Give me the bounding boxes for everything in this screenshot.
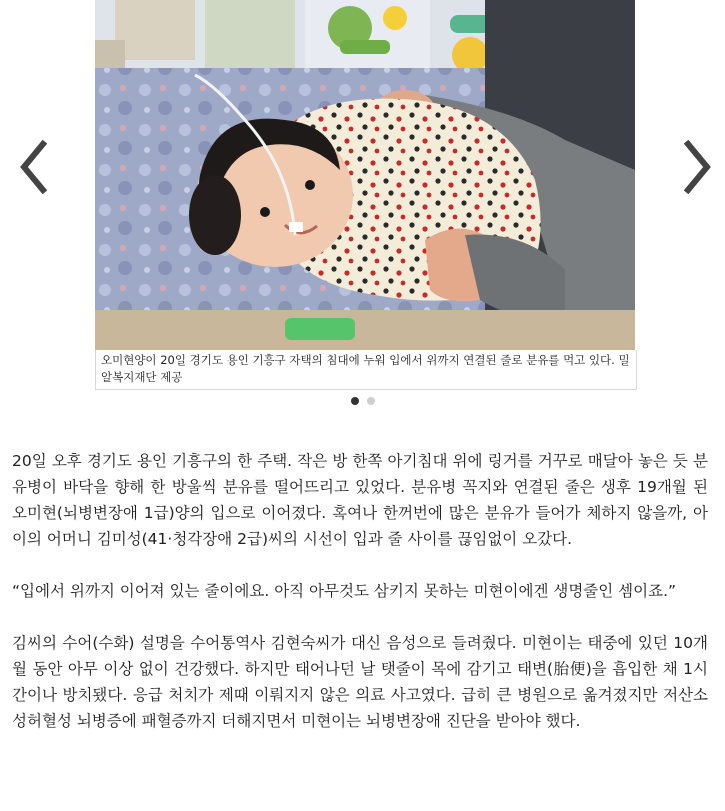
article-paragraph: 김씨의 수어(수화) 설명을 수어통역사 김현숙씨가 대신 음성으로 들려줬다. 미현이는 태중에 있던 10개월 동안 아무 이상 없이 건강했다. 하지만 태어나던 날 탯줄이 목에 감기고 태변(胎便)을 흡입한 채 1시간이나 방치됐다. 응급 처치가 제때 이뤄지지 않은 의료 사고였다. 급히 큰 병원으로 옮겨졌지만 저산소성허혈성 뇌병증에 패혈증까지 더해지면서 미현이는 뇌병변장애 진단을 받아야 했다. xyxy=(12,634,708,730)
article-paragraph: “입에서 위까지 이어져 있는 줄이에요. 아직 아무것도 삼키지 못하는 미현이에겐 생명줄인 셈이죠.” xyxy=(12,582,677,600)
next-photo-button[interactable] xyxy=(680,140,714,194)
photo-illustration xyxy=(95,0,635,350)
article-paragraph: 20일 오후 경기도 용인 기흥구의 한 주택. 작은 방 한쪽 아기침대 위에 링거를 거꾸로 매달아 놓은 듯 분유병이 바닥을 향해 한 방울씩 분유를 떨어뜨리고 있었다. 분유병 꼭지와 연결된 줄은 생후 19개월 된 오미현(뇌병변장애 1급)양의 입으로 이어졌다. 혹여나 한꺼번에 많은 분유가 들어가 체하지 않을까, 아이의 어머니 김미성(41·청각장애 2급)씨의 시선이 입과 줄 사이를 끊임없이 오갔다. xyxy=(12,452,708,548)
article-body xyxy=(12,448,708,760)
prev-photo-button[interactable] xyxy=(17,140,51,194)
chevron-right-icon xyxy=(680,140,714,194)
pagination-dot-2[interactable] xyxy=(367,397,375,405)
chevron-left-icon xyxy=(17,140,51,194)
article-photo xyxy=(95,0,635,350)
photo-caption: 오미현양이 20일 경기도 용인 기흥구 자택의 침대에 누워 입에서 위까지 연결된 줄로 분유를 먹고 있다. 밀알복지재단 제공 xyxy=(95,350,637,390)
gallery-pagination xyxy=(0,397,725,405)
pagination-dot-1[interactable] xyxy=(351,397,359,405)
